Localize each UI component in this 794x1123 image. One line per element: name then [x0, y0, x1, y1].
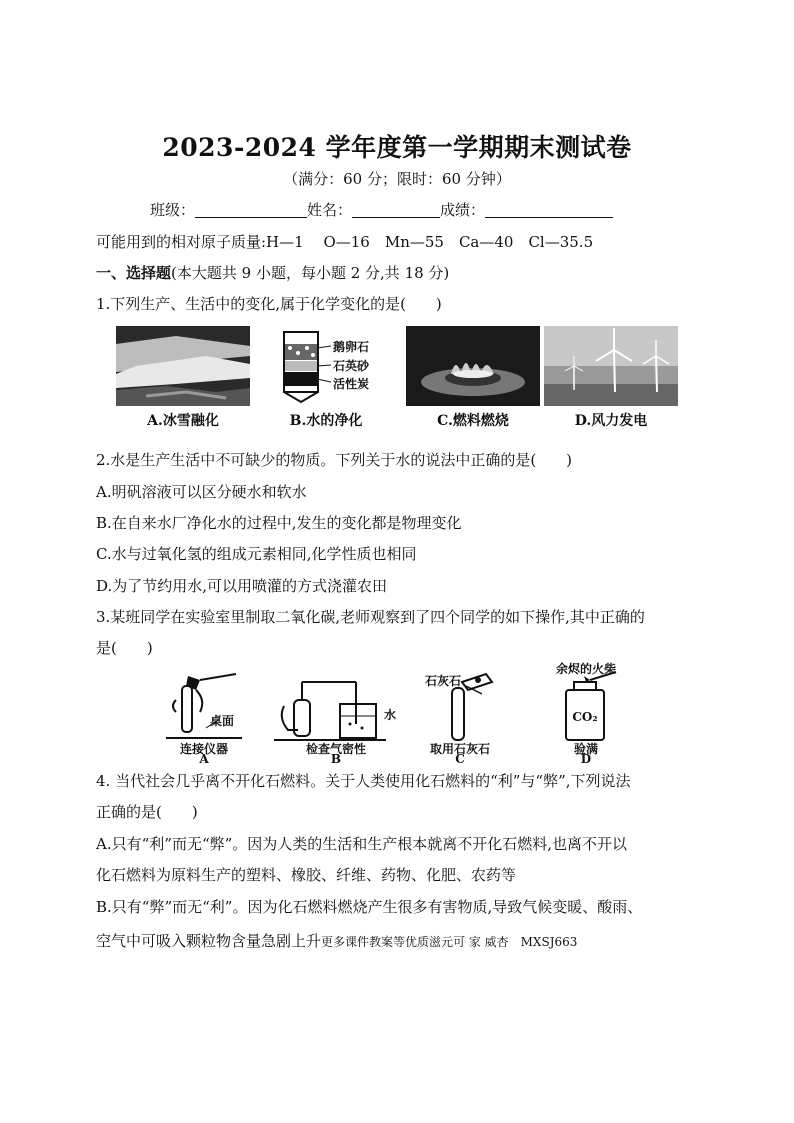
q4-stem-line1: 4. 当代社会几乎离不开化石燃料。关于人类使用化石燃料的“利”与“弊”,下列说法: [96, 772, 631, 790]
q2-option-d: D.为了节约用水,可以用喷灌的方式浇灌农田: [96, 577, 388, 595]
q1-caption-d: D.风力发电: [574, 413, 648, 429]
q2-option-c: C.水与过氧化氢的组成元素相同,化学性质也相同: [96, 545, 417, 563]
q1-caption-c: C.燃料燃烧: [437, 413, 509, 429]
label-activated-carbon: 活性炭: [333, 377, 370, 391]
q3-caption-c: 取用石灰石: [429, 742, 490, 756]
label-desk: 桌面: [209, 714, 234, 728]
exam-title: 2023-2024 学年度第一学期期末测试卷: [162, 133, 632, 162]
q1-image-row: [116, 326, 678, 430]
q3-letter-d: D: [580, 752, 592, 766]
section1-note: (本大题共 9 小题，每小题 2 分,共 18 分): [171, 264, 450, 282]
q1-caption-a: A.冰雪融化: [147, 413, 219, 429]
q4-option-b-line2: [96, 930, 577, 951]
q4-option-b-line1: B.只有“弊”而无“利”。因为化石燃料燃烧产生很多有害物质,导致气候变暖、酸雨、: [96, 898, 643, 916]
wind-turbine-image: [544, 326, 678, 406]
student-info-line: [150, 199, 613, 220]
section1-heading: [96, 262, 449, 283]
label-co2: CO₂: [572, 710, 598, 724]
name-blank[interactable]: [352, 201, 440, 218]
q3-caption-d: 验满: [573, 742, 598, 756]
q1-stem: 1.下列生产、生活中的变化,属于化学变化的是( ): [96, 295, 442, 313]
score-label: 成绩：: [440, 201, 486, 219]
class-blank[interactable]: [195, 201, 307, 218]
q3-caption-b: 检查气密性: [305, 742, 366, 756]
section1-title: 一、选择题: [96, 264, 172, 282]
ice-melting-image: [116, 326, 250, 406]
q4-option-a-line1: A.只有“利”而无“弊”。因为人类的生活和生产根本就离不开化石燃料,也离不开以: [96, 835, 628, 853]
q2-option-b: B.在自来水厂净化水的过程中,发生的变化都是物理变化: [96, 514, 462, 532]
q4-option-a-line2: 化石燃料为原料生产的塑料、橡胶、纤维、药物、化肥、农药等: [96, 866, 517, 884]
q3-stem-line1: 3.某班同学在实验室里制取二氧化碳,老师观察到了四个同学的如下操作,其中正确的: [96, 608, 645, 626]
label-ember-match: 余烬的火柴: [555, 662, 616, 676]
q3-stem-line2: 是( ): [96, 639, 153, 657]
q3-letter-c: C: [455, 752, 465, 766]
label-quartz-sand: 石英砂: [333, 359, 370, 373]
q3-letter-a: A: [199, 752, 209, 766]
exam-subtitle: （满分：60 分；限时：60 分钟）: [283, 170, 511, 188]
q1-caption-b: B.水的净化: [289, 413, 363, 429]
label-water: 水: [383, 708, 396, 722]
q3-apparatus-row: [166, 660, 636, 766]
water-filter-image: [259, 326, 393, 406]
q4-stem-line2: 正确的是( ): [96, 803, 198, 821]
gas-stove-flame-image: [406, 326, 540, 406]
atomic-mass-line: 可能用到的相对原子质量:H—1 O—16 Mn—55 Ca—40 Cl—35.5: [96, 233, 594, 251]
label-limestone: 石灰石: [424, 674, 461, 688]
watermark-text: 更多课件教案等优质滋元可 家 威杏 MXSJ663: [321, 935, 578, 949]
label-pebble: 鹅卵石: [333, 340, 370, 354]
q2-option-a: A.明矾溶液可以区分硬水和软水: [96, 483, 307, 501]
name-label: 姓名：: [307, 201, 353, 219]
q3-letter-b: B: [330, 752, 342, 766]
q4-option-b-text: 空气中可吸入颗粒物含量急剧上升: [96, 932, 322, 950]
class-label: 班级：: [150, 201, 196, 219]
q3-caption-a: 连接仪器: [179, 742, 228, 756]
q2-stem: 2.水是生产生活中不可缺少的物质。下列关于水的说法中正确的是( ): [96, 451, 573, 469]
score-blank[interactable]: [485, 201, 613, 218]
